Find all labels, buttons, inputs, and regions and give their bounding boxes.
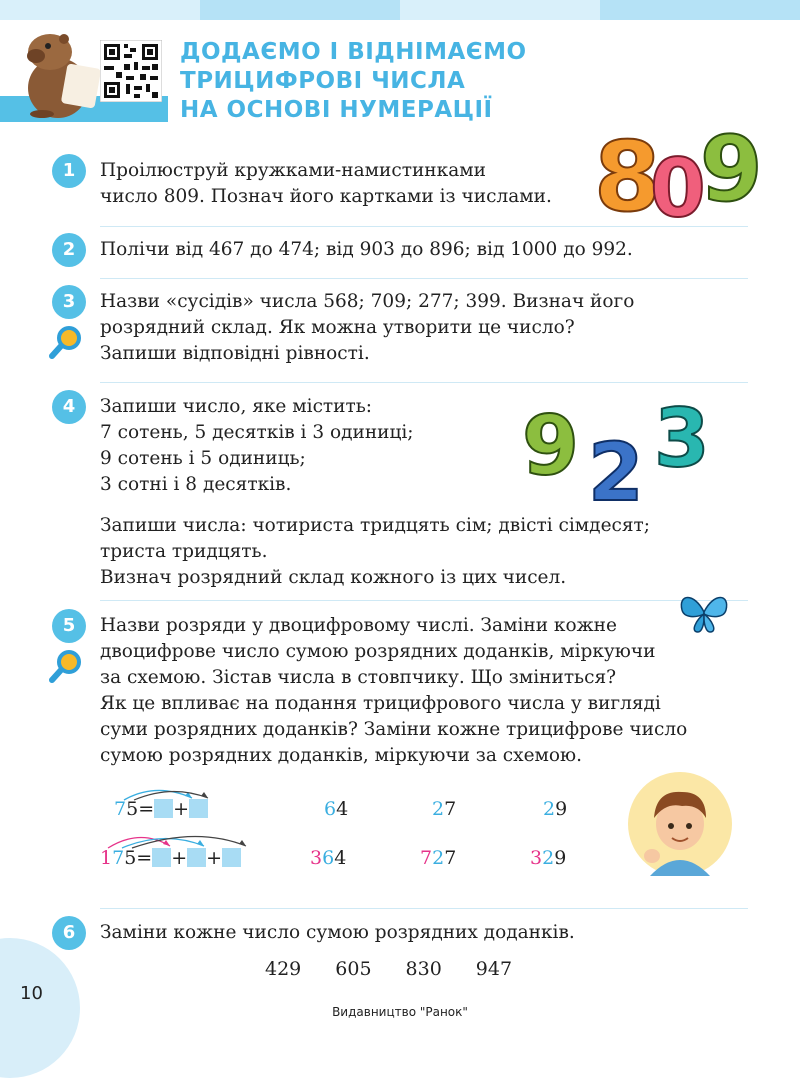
separator [100,600,748,601]
answer-box[interactable] [187,848,206,867]
example-number [324,798,348,820]
magnifier-icon [48,648,84,684]
task-4-text-a [100,394,414,498]
answer-box[interactable] [222,848,241,867]
tens-digit: 2 [542,847,555,869]
example-number [420,847,456,869]
equals-sign: = [138,798,155,820]
text-line: двоцифрове число сумою розрядних доданків, міркуючи [100,641,656,662]
ones-digit: 4 [334,847,347,869]
ones-digit: 9 [554,847,567,869]
decor-digits-923-illustration [520,392,720,504]
text-line: Заміни кожне число сумою розрядних доданків. [100,922,575,943]
separator [100,278,748,279]
title-line: ДОДАЄМО І ВІДНІМАЄМО [180,39,527,65]
publisher-label: Видавництво "Ранок" [332,1005,468,1019]
capybara-mascot-illustration [14,26,102,118]
ones-digit: 5 [124,847,137,869]
text-line: Проілюструй кружками-намистинками [100,160,486,181]
example-number [432,798,456,820]
task-4-text-b [100,513,650,591]
tens-digit: 7 [114,798,127,820]
top-stripes [0,0,800,20]
value: 429 [265,958,302,980]
ones-digit: 9 [555,798,568,820]
plus-sign: + [173,798,190,820]
decor-digit: 9 [700,122,763,222]
ones-digit: 4 [336,798,349,820]
decor-digits-809-illustration [592,122,772,222]
example-number [310,847,346,869]
decor-digit: 8 [594,122,661,222]
page-title [180,38,600,125]
scheme-row-1 [114,798,208,820]
hundreds-digit: 3 [530,847,543,869]
decor-digit: 9 [522,399,580,494]
value: 605 [335,958,372,980]
tens-digit: 2 [543,798,556,820]
equals-sign: = [136,847,153,869]
answer-box[interactable] [152,848,171,867]
hundreds-digit: 7 [420,847,433,869]
tens-digit: 6 [322,847,335,869]
text-line: Запиши числа: чотириста тридцять сім; двісті сімдесят; [100,515,651,536]
separator [100,226,748,227]
text-line: Запиши відповідні рівності. [100,343,370,364]
tens-digit: 7 [112,847,125,869]
hundreds-digit: 3 [310,847,323,869]
task-5-text [100,613,687,769]
value: 947 [475,958,513,980]
task-number-badge: 4 [52,390,86,424]
task-1-text [100,158,552,210]
text-line: триста тридцять. [100,541,268,562]
task-6-values [265,958,512,980]
ones-digit: 7 [444,847,457,869]
text-line: за схемою. Зістав числа в стовпчику. Що зміниться? [100,667,617,688]
plus-sign: + [171,847,188,869]
plus-sign: + [206,847,223,869]
magnifier-icon [48,324,84,360]
scheme-row-2 [100,847,241,869]
text-line: число 809. Познач його картками із числами. [100,186,552,207]
answer-box[interactable] [189,799,208,818]
tens-digit: 2 [432,847,445,869]
text-line: 3 сотні і 8 десятків. [100,474,292,495]
answer-box[interactable] [154,799,173,818]
text-line: Запиши число, яке містить: [100,396,373,417]
title-line: ТРИЦИФРОВІ ЧИСЛА [180,68,466,94]
ones-digit: 7 [444,798,457,820]
boy-illustration [626,772,734,876]
text-line: сумою розрядних доданків, міркуючи за схемою. [100,745,583,766]
hundreds-digit: 1 [100,847,113,869]
task-number-badge: 2 [52,233,86,267]
text-line: Як це впливає на подання трицифрового числа у вигляді [100,693,661,714]
task-6-text [100,920,575,946]
text-line: розрядний склад. Як можна утворити це число? [100,317,575,338]
value: 830 [405,958,442,980]
text-line: Назви «сусідів» числа 568; 709; 277; 399. Визнач його [100,291,635,312]
task-3-text [100,289,634,367]
task-number-badge: 5 [52,609,86,643]
task-number-badge: 3 [52,285,86,319]
page-number: 10 [20,983,43,1004]
separator [100,382,748,383]
text-line: 7 сотень, 5 десятків і 3 одиниці; [100,422,414,443]
example-number [543,798,567,820]
text-line: Назви розряди у двоцифровому числі. Заміни кожне [100,615,617,636]
task-number-badge: 1 [52,154,86,188]
text-line: Полічи від 467 до 474; від 903 до 896; від 1000 до 992. [100,239,633,260]
decor-digit: 0 [650,142,706,222]
task-2-text [100,237,633,263]
decor-digit: 2 [588,426,644,504]
qr-code-icon [100,40,162,102]
qr-code[interactable] [100,40,162,102]
example-number [530,847,566,869]
task-number-badge: 6 [52,916,86,950]
text-line: Визнач розрядний склад кожного із цих чисел. [100,567,567,588]
tens-digit: 2 [432,798,445,820]
text-line: 9 сотень і 5 одиниць; [100,448,306,469]
tens-digit: 6 [324,798,337,820]
text-line: суми розрядних доданків? Заміни кожне трицифрове число [100,719,688,740]
title-line: НА ОСНОВІ НУМЕРАЦІЇ [180,97,493,123]
ones-digit: 5 [126,798,139,820]
separator [100,908,748,909]
decor-digit: 3 [654,392,710,485]
